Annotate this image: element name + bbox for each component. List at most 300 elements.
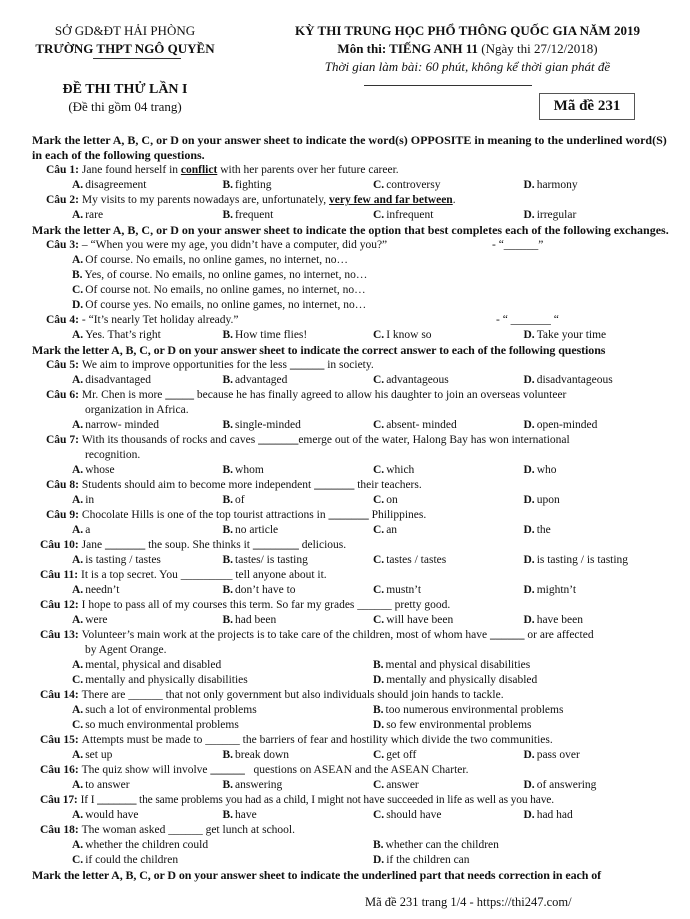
- options: [24, 703, 674, 718]
- stem-text: delicious.: [298, 539, 347, 551]
- question: [24, 358, 674, 373]
- option-text: so much environmental problems: [85, 719, 239, 731]
- options: [24, 493, 674, 508]
- option-d[interactable]: [373, 673, 674, 688]
- question-label: Câu 2:: [46, 194, 79, 206]
- stem-text: emerge out of the water, Halong Bay has won international: [298, 434, 570, 446]
- option-letter: B.: [222, 179, 234, 191]
- option-text: single-minded: [235, 419, 301, 431]
- option-d[interactable]: [524, 493, 675, 508]
- option-letter: D.: [523, 209, 535, 221]
- answer-blank: _______: [258, 434, 299, 446]
- options: [24, 208, 674, 223]
- option-b[interactable]: [373, 658, 674, 673]
- question: [24, 733, 674, 748]
- stem-text: Philippines.: [368, 509, 427, 521]
- option-text: get off: [386, 749, 417, 761]
- stem-text: Jane: [81, 539, 105, 551]
- option-text: tastes / tastes: [386, 554, 447, 566]
- question-stem-continued: by Agent Orange.: [85, 644, 167, 656]
- option-c[interactable]: [72, 283, 674, 298]
- option-text: don’t have to: [235, 584, 296, 596]
- option-letter: D.: [373, 674, 385, 686]
- option-text: infrequent: [386, 209, 434, 221]
- option-c[interactable]: [373, 463, 524, 478]
- option-letter: D.: [523, 614, 535, 626]
- question-stem: [82, 823, 674, 838]
- option-c[interactable]: [373, 553, 524, 568]
- stem-text: With its thousands of rocks and caves: [81, 434, 259, 446]
- option-text: will have been: [386, 614, 454, 626]
- school-name: TRƯỜNG THPT NGÔ QUYỀN: [35, 41, 215, 56]
- page-footer: Mã đề 231 trang 1/4 - https://thi247.com/: [365, 895, 572, 909]
- option-d[interactable]: [524, 583, 675, 598]
- option-d[interactable]: [373, 718, 674, 733]
- question-label: Câu 13:: [40, 629, 79, 641]
- option-b[interactable]: [223, 373, 374, 388]
- option-d[interactable]: [524, 328, 675, 343]
- department-name: SỞ GD&ĐT HẢI PHÒNG: [54, 23, 196, 38]
- option-letter: B.: [222, 779, 234, 791]
- option-text: whether the children could: [85, 839, 209, 851]
- option-d[interactable]: [524, 523, 675, 538]
- options: [24, 583, 674, 598]
- option-a[interactable]: [72, 553, 223, 568]
- option-letter: A.: [72, 749, 84, 761]
- option-text: needn’t: [85, 584, 120, 596]
- question-label: Câu 18:: [40, 824, 79, 836]
- option-c[interactable]: [373, 583, 524, 598]
- options: [24, 853, 674, 868]
- option-letter: B.: [222, 464, 234, 476]
- question-stem: [82, 628, 674, 643]
- response-blank: - “ _______ “: [496, 314, 559, 326]
- response-blank: - “______”: [492, 239, 544, 251]
- option-letter: B.: [222, 494, 234, 506]
- question-label: Câu 3:: [46, 239, 79, 251]
- option-letter: A.: [72, 554, 84, 566]
- option-letter: C.: [72, 284, 84, 296]
- option-letter: D.: [523, 419, 535, 431]
- question: [24, 313, 674, 328]
- school-underline: [93, 58, 181, 59]
- question: [24, 823, 674, 838]
- option-text: break down: [235, 749, 290, 761]
- option-text: which: [386, 464, 415, 476]
- option-letter: D.: [72, 299, 84, 311]
- option-text: Of course not. No emails, no online games, no internet, no…: [85, 284, 366, 296]
- question-label: Câu 1:: [46, 164, 79, 176]
- option-d[interactable]: [524, 808, 675, 823]
- stem-text: Students should aim to become more independent: [81, 479, 315, 491]
- option-c[interactable]: [72, 673, 373, 688]
- option-text: harmony: [536, 179, 578, 191]
- option-text: of: [235, 494, 245, 506]
- exam-code-box: [539, 93, 635, 120]
- option-b[interactable]: [223, 808, 374, 823]
- option-letter: A.: [72, 254, 84, 266]
- stem-text: in society.: [324, 359, 374, 371]
- option-text: in: [85, 494, 95, 506]
- option-a[interactable]: [72, 583, 223, 598]
- stem-text: Chocolate Hills is one of the top tourist attractions in: [81, 509, 329, 521]
- option-d[interactable]: [373, 853, 674, 868]
- option-d[interactable]: [524, 463, 675, 478]
- option-letter: A.: [72, 179, 84, 191]
- options: [24, 418, 674, 433]
- option-d[interactable]: [524, 613, 675, 628]
- stem-text: My visits to my parents nowadays are, unfortunately,: [81, 194, 329, 206]
- stem-text: the soup. She thinks it: [145, 539, 253, 551]
- option-c[interactable]: [373, 748, 524, 763]
- option-c[interactable]: [373, 178, 524, 193]
- options: [24, 658, 674, 673]
- option-text: I know so: [386, 329, 432, 341]
- option-b[interactable]: [223, 778, 374, 793]
- exam-title: KỲ THI TRUNG HỌC PHỔ THÔNG QUỐC GIA NĂM 2019: [295, 23, 640, 38]
- option-letter: C.: [373, 614, 385, 626]
- option-b[interactable]: [223, 583, 374, 598]
- option-text: mustn’t: [386, 584, 422, 596]
- stem-text: the barriers of fear and hostility which divide the two communities.: [239, 734, 553, 746]
- option-b[interactable]: [223, 178, 374, 193]
- option-c[interactable]: [373, 208, 524, 223]
- option-letter: D.: [523, 779, 535, 791]
- option-a[interactable]: [72, 418, 223, 433]
- stem-text: If I: [80, 794, 98, 806]
- question-label: Câu 10:: [40, 539, 79, 551]
- stem-text: because he has finally agreed to allow his daughter to join an overseas volunteer: [194, 389, 567, 401]
- option-text: if the children can: [386, 854, 470, 866]
- option-c[interactable]: [72, 718, 373, 733]
- option-a[interactable]: [72, 328, 223, 343]
- option-a[interactable]: [72, 178, 223, 193]
- option-letter: A.: [72, 659, 84, 671]
- answer-blank: _________: [180, 569, 233, 581]
- option-letter: C.: [373, 584, 385, 596]
- stem-text: Attempts must be made to: [81, 734, 206, 746]
- option-a[interactable]: [72, 208, 223, 223]
- question-label: Câu 4:: [46, 314, 79, 326]
- question-stem: [82, 538, 674, 553]
- options: [24, 328, 674, 343]
- option-text: irregular: [536, 209, 577, 221]
- option-letter: C.: [72, 674, 84, 686]
- option-letter: B.: [222, 419, 234, 431]
- option-text: whom: [235, 464, 264, 476]
- option-c[interactable]: [373, 523, 524, 538]
- question-label: Câu 14:: [40, 689, 79, 701]
- options: [24, 463, 674, 478]
- question-stem: [82, 163, 674, 178]
- option-letter: D.: [523, 524, 535, 536]
- option-letter: C.: [72, 719, 84, 731]
- options: [24, 718, 674, 733]
- stem-text: that not only government but also individuals should join hands to tackle.: [162, 689, 504, 701]
- question: [24, 628, 674, 643]
- stem-text: Jane found herself in: [81, 164, 181, 176]
- question-label: Câu 16:: [40, 764, 79, 776]
- option-letter: D.: [373, 854, 385, 866]
- question-stem: [82, 688, 674, 703]
- time-note: Thời gian làm bài: 60 phút, không kể thời gian phát đề: [324, 59, 611, 74]
- answer-blank: _______: [97, 794, 137, 806]
- stem-text: I hope to pass all of my courses this term. So far my grades: [81, 599, 358, 611]
- question-stem-continued: organization in Africa.: [85, 404, 189, 416]
- question-stem: [82, 598, 674, 613]
- options: [24, 253, 674, 313]
- options: [24, 613, 674, 628]
- option-d[interactable]: [524, 748, 675, 763]
- answer-blank: ________: [252, 539, 299, 551]
- subject-label: Môn thi: TIẾNG ANH 11: [337, 41, 479, 56]
- option-c[interactable]: [373, 418, 524, 433]
- options: [24, 778, 674, 793]
- question-label: Câu 17:: [40, 794, 78, 806]
- option-letter: B.: [222, 614, 234, 626]
- option-letter: D.: [523, 584, 535, 596]
- section-instruction: Mark the letter A, B, C, or D on your answer sheet to indicate the underlined part that needs correction in each of: [32, 868, 602, 882]
- question: [24, 508, 674, 523]
- option-text: to answer: [85, 779, 130, 791]
- option-d[interactable]: [524, 373, 675, 388]
- option-c[interactable]: [373, 808, 524, 823]
- option-b[interactable]: [223, 208, 374, 223]
- option-b[interactable]: [223, 523, 374, 538]
- option-text: mental and physical disabilities: [385, 659, 531, 671]
- question-label: Câu 6:: [46, 389, 79, 401]
- answer-blank: ______: [289, 359, 325, 371]
- option-text: had been: [235, 614, 277, 626]
- option-a[interactable]: [72, 838, 373, 853]
- option-text: tastes/ is tasting: [235, 554, 308, 566]
- question-label: Câu 12:: [40, 599, 79, 611]
- question-stem: [82, 388, 674, 403]
- section-instruction: Mark the letter A, B, C, or D on your answer sheet to indicate the correct answer to each of the following questions: [32, 343, 606, 357]
- option-letter: B.: [222, 329, 234, 341]
- option-text: a: [85, 524, 91, 536]
- options: [24, 178, 674, 193]
- option-text: mightn’t: [536, 584, 577, 596]
- option-a[interactable]: [72, 703, 373, 718]
- answer-blank: ______: [168, 824, 203, 836]
- option-text: would have: [85, 809, 139, 821]
- option-letter: C.: [373, 554, 385, 566]
- option-letter: A.: [72, 464, 84, 476]
- options: [24, 808, 674, 823]
- options: [24, 373, 674, 388]
- options: [24, 553, 674, 568]
- option-letter: C.: [373, 749, 385, 761]
- option-letter: A.: [72, 374, 84, 386]
- option-c[interactable]: [373, 778, 524, 793]
- option-letter: D.: [523, 179, 535, 191]
- option-text: controversy: [386, 179, 441, 191]
- option-letter: A.: [72, 329, 84, 341]
- option-a[interactable]: [72, 658, 373, 673]
- answer-blank: ______: [205, 734, 240, 746]
- answer-blank: _______: [314, 479, 355, 491]
- option-text: absent- minded: [386, 419, 457, 431]
- option-text: were: [85, 614, 108, 626]
- underlined-phrase: very few and far between: [329, 194, 453, 206]
- option-a[interactable]: [72, 748, 223, 763]
- option-text: answering: [235, 779, 283, 791]
- option-a[interactable]: [72, 808, 223, 823]
- question-stem: [82, 733, 674, 748]
- option-letter: D.: [523, 329, 535, 341]
- option-letter: C.: [373, 374, 385, 386]
- stem-text: tell anyone about it.: [232, 569, 327, 581]
- option-letter: A.: [72, 584, 84, 596]
- option-a[interactable]: [72, 373, 223, 388]
- option-letter: B.: [222, 524, 234, 536]
- exam-date: (Ngày thi 27/12/2018): [481, 41, 598, 56]
- option-b[interactable]: [373, 838, 674, 853]
- option-a[interactable]: [72, 463, 223, 478]
- option-letter: D.: [373, 719, 385, 731]
- option-d[interactable]: [524, 553, 675, 568]
- option-text: should have: [386, 809, 442, 821]
- question-stem: – “When you were my age, you didn’t have a computer, did you?”: [81, 239, 388, 251]
- option-text: is tasting / is tasting: [536, 554, 629, 566]
- stem-text: the same problems you had as a child, I might not have succeeded in life as well as you have.: [136, 794, 554, 806]
- option-text: frequent: [235, 209, 274, 221]
- option-b[interactable]: [223, 463, 374, 478]
- option-a[interactable]: [72, 778, 223, 793]
- option-text: Of course. No emails, no online games, no internet, no…: [85, 254, 349, 266]
- option-text: of answering: [536, 779, 597, 791]
- option-a[interactable]: [72, 493, 223, 508]
- option-text: upon: [536, 494, 560, 506]
- option-letter: C.: [373, 524, 385, 536]
- question: [24, 598, 674, 613]
- option-text: open-minded: [536, 419, 598, 431]
- option-letter: D.: [523, 554, 535, 566]
- option-text: fighting: [235, 179, 272, 191]
- option-letter: C.: [373, 779, 385, 791]
- option-letter: B.: [373, 839, 384, 851]
- option-text: disadvantaged: [85, 374, 151, 386]
- option-b[interactable]: [223, 418, 374, 433]
- option-b[interactable]: [72, 268, 674, 283]
- options: [24, 838, 674, 853]
- option-letter: D.: [523, 464, 535, 476]
- option-text: on: [386, 494, 398, 506]
- option-text: have: [235, 809, 257, 821]
- question: [24, 388, 674, 403]
- option-a[interactable]: [72, 613, 223, 628]
- option-text: such a lot of environmental problems: [85, 704, 257, 716]
- question-stem: [82, 358, 674, 373]
- option-letter: B.: [222, 749, 234, 761]
- stem-text: get lunch at school.: [202, 824, 296, 836]
- option-text: narrow- minded: [85, 419, 159, 431]
- stem-text: We aim to improve opportunities for the less: [81, 359, 290, 371]
- stem-text: with her parents over her future career.: [217, 164, 399, 176]
- option-b[interactable]: [223, 613, 374, 628]
- question-stem: [81, 568, 674, 583]
- option-a[interactable]: [72, 523, 223, 538]
- options: [24, 523, 674, 538]
- option-letter: B.: [222, 209, 234, 221]
- option-text: Yes, of course. No emails, no online games, no internet, no…: [84, 269, 368, 281]
- option-letter: B.: [222, 554, 234, 566]
- option-letter: B.: [373, 704, 384, 716]
- option-text: Yes. That’s right: [85, 329, 161, 341]
- answer-blank: ______: [210, 764, 245, 776]
- option-d[interactable]: [524, 208, 675, 223]
- option-b[interactable]: [223, 553, 374, 568]
- option-text: too numerous environmental problems: [385, 704, 564, 716]
- option-letter: A.: [72, 524, 84, 536]
- question-stem: [82, 763, 674, 778]
- option-c[interactable]: [373, 493, 524, 508]
- answer-blank: _______: [328, 509, 369, 521]
- stem-text: The quiz show will involve: [81, 764, 211, 776]
- stem-text: The woman asked: [81, 824, 169, 836]
- option-letter: D.: [523, 809, 535, 821]
- option-text: advantaged: [235, 374, 288, 386]
- option-c[interactable]: [72, 853, 373, 868]
- option-c[interactable]: [373, 373, 524, 388]
- answer-blank: ______: [490, 629, 525, 641]
- option-letter: C.: [373, 809, 385, 821]
- option-d[interactable]: [72, 298, 674, 313]
- option-text: disagreement: [85, 179, 147, 191]
- option-letter: A.: [72, 704, 84, 716]
- stem-text: Mr. Chen is more: [81, 389, 166, 401]
- option-text: who: [536, 464, 557, 476]
- stem-text: questions on ASEAN and the ASEAN Charter.: [244, 764, 469, 776]
- option-letter: C.: [72, 854, 84, 866]
- question: [24, 763, 674, 778]
- option-d[interactable]: [524, 778, 675, 793]
- option-letter: B.: [373, 659, 384, 671]
- option-text: the: [536, 524, 551, 536]
- option-text: mental, physical and disabled: [85, 659, 222, 671]
- option-d[interactable]: [524, 418, 675, 433]
- option-b[interactable]: [223, 748, 374, 763]
- option-b[interactable]: [373, 703, 674, 718]
- stem-text: or are affected: [524, 629, 594, 641]
- question-label: Câu 8:: [46, 479, 79, 491]
- option-b[interactable]: [223, 493, 374, 508]
- question: [24, 793, 674, 808]
- option-letter: A.: [72, 614, 84, 626]
- option-c[interactable]: [373, 613, 524, 628]
- option-text: Of course yes. No emails, no online games, no internet, no…: [85, 299, 367, 311]
- stem-text: pretty good.: [391, 599, 451, 611]
- option-a[interactable]: [72, 253, 674, 268]
- option-letter: A.: [72, 209, 84, 221]
- question: [24, 568, 674, 583]
- question-label: Câu 5:: [46, 359, 79, 371]
- option-d[interactable]: [524, 178, 675, 193]
- option-letter: C.: [373, 419, 385, 431]
- option-c[interactable]: [373, 328, 524, 343]
- option-b[interactable]: [223, 328, 374, 343]
- time-note-underline: [364, 85, 532, 86]
- exam-code: Mã đề 231: [553, 98, 621, 114]
- option-letter: B.: [222, 809, 234, 821]
- option-letter: D.: [523, 374, 535, 386]
- option-letter: A.: [72, 809, 84, 821]
- option-text: advantageous: [386, 374, 449, 386]
- question-stem: [82, 508, 674, 523]
- option-text: Take your time: [536, 329, 607, 341]
- option-text: mentally and physically disabled: [386, 674, 538, 686]
